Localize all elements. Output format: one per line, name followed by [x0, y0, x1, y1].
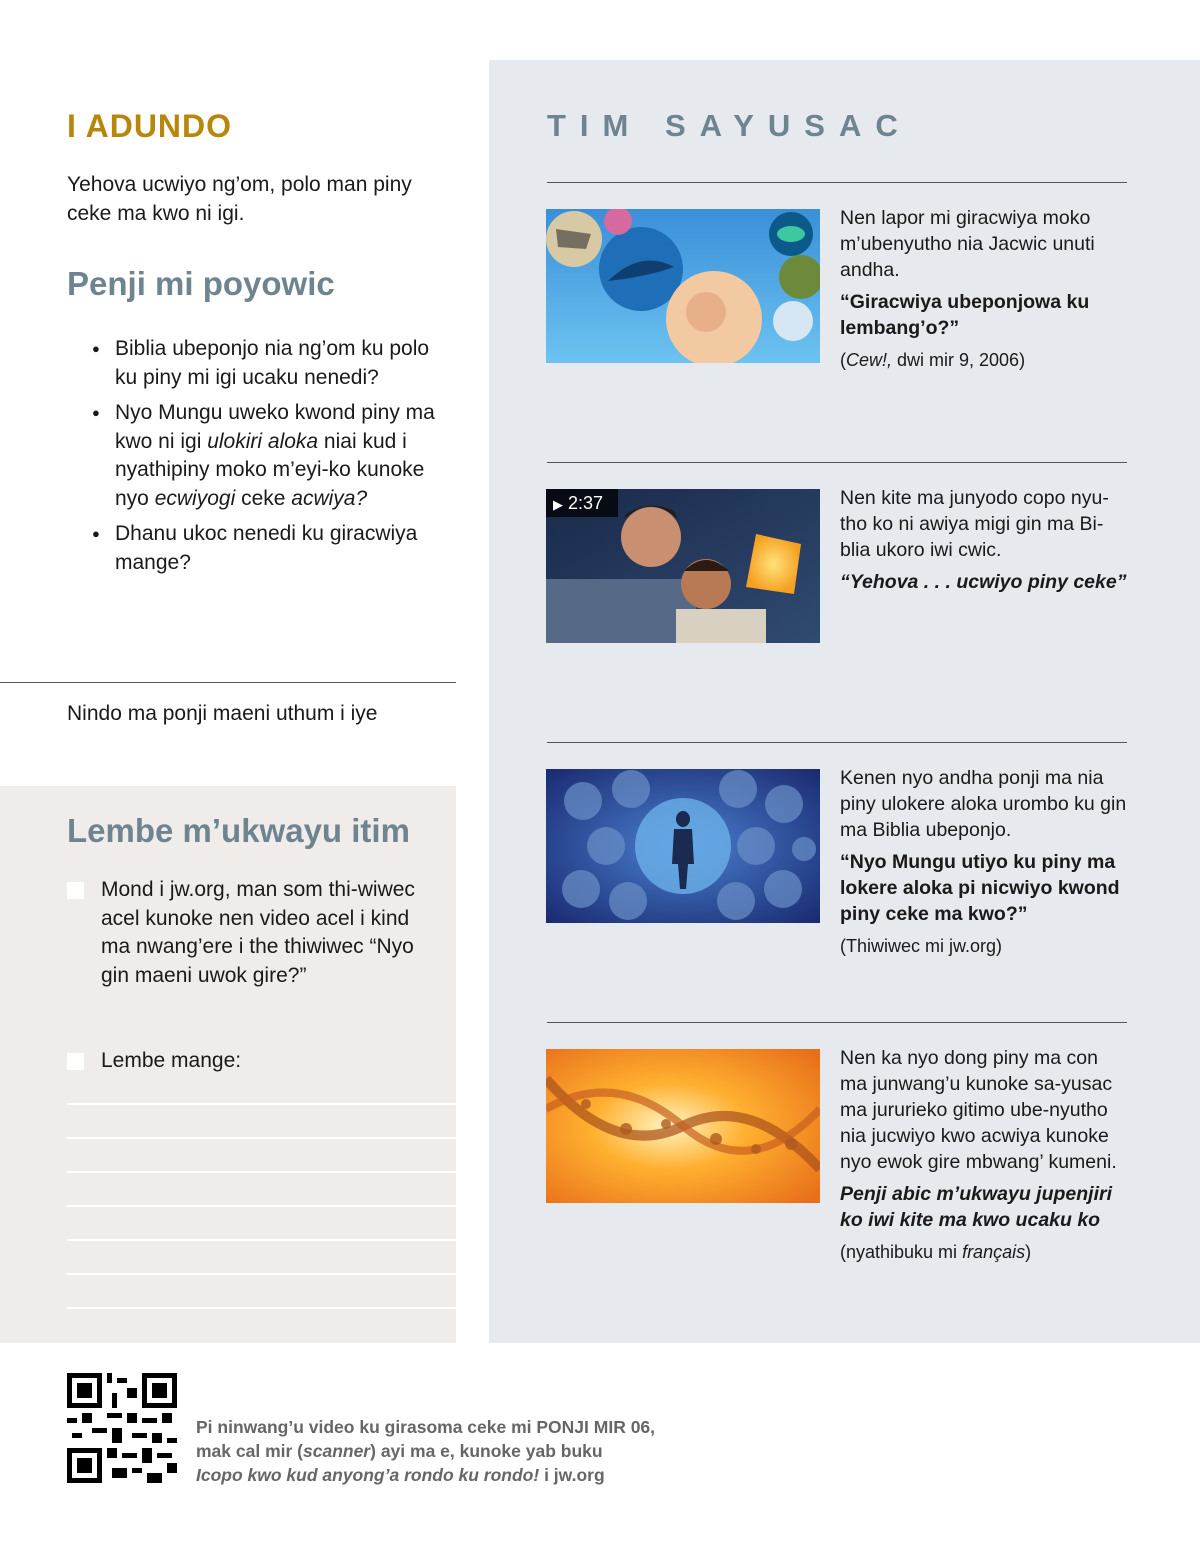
- write-line[interactable]: [67, 1239, 456, 1241]
- resource-item: [840, 205, 1130, 379]
- resource-item: [840, 485, 1130, 601]
- footer-line: mak cal mir (scanner) ayi ma e, kunoke yab buku: [196, 1441, 603, 1461]
- qr-code-graphic: [67, 1373, 177, 1483]
- divider: [0, 682, 456, 683]
- action-box: [0, 786, 456, 1343]
- human-animals-illustration: [546, 769, 820, 923]
- creation-collage-illustration: [546, 209, 820, 363]
- checklist-text: Lembe mange:: [101, 1049, 242, 1072]
- checklist-item: [67, 876, 427, 990]
- question-emphasis: acwiya?: [291, 486, 368, 510]
- video-duration-badge: [546, 489, 618, 517]
- question-text: ceke: [235, 486, 292, 510]
- resource-description: Nen ka nyo dong piny ma con ma junwang’u kunoke sa-yusac ma jururieko gitimo ube-nyutho nia jucwiyo kwo acwiya kunoke nyo ewok gire mbwang’ kumeni.: [840, 1047, 1117, 1173]
- dna-image[interactable]: [546, 1049, 820, 1203]
- completion-date-label: Nindo ma ponji maeni uthum i iye: [67, 702, 378, 725]
- question-text: Biblia ubeponjo nia ng’om ku polo ku piny mi igi ucaku nenedi?: [115, 337, 430, 389]
- footer-text: [196, 1415, 655, 1487]
- resource-title-link[interactable]: Penji abic m’ukwayu jupenjiri ko iwi kite ma kwo ucaku ko: [840, 1183, 1112, 1231]
- list-item: [92, 520, 457, 577]
- resource-source: (nyathibuku mi français): [840, 1242, 1032, 1262]
- question-emphasis: ecwiyogi: [154, 486, 236, 510]
- divider: [547, 462, 1127, 463]
- question-text: Nyo Mungu uweko kwond piny ma kwo ni igi: [115, 401, 435, 453]
- question-text: niai kud i nyathipiny moko m’eyi-ko kunoke nyo: [115, 429, 425, 510]
- explore-panel: [489, 60, 1200, 1343]
- play-icon: ▶: [553, 497, 563, 512]
- footer-line: Icopo kwo kud anyong’a rondo ku rondo! i jw.org: [196, 1465, 605, 1485]
- resource-source: (Thiwiwec mi jw.org): [840, 936, 1003, 956]
- write-line[interactable]: [67, 1103, 456, 1105]
- write-line[interactable]: [67, 1137, 456, 1139]
- resource-title-link[interactable]: “Giracwiya ubeponjowa ku lembang’o?”: [840, 291, 1090, 339]
- questions-heading: Penji mi poyowic: [67, 265, 335, 302]
- write-line[interactable]: [67, 1273, 456, 1275]
- divider: [547, 742, 1127, 743]
- dna-strand-illustration: [546, 1049, 820, 1203]
- resource-description: Kenen nyo andha ponji ma nia piny ulokere aloka urombo ku gin ma Biblia ubeponjo.: [840, 767, 1127, 841]
- list-item: [92, 399, 457, 513]
- divider: [547, 182, 1127, 183]
- resource-item: [840, 1045, 1130, 1271]
- question-emphasis: ulokiri aloka: [207, 429, 319, 453]
- video-duration: 2:37: [568, 493, 604, 513]
- adundo-text: Yehova ucwiyo ng’om, polo man piny ceke ma kwo ni igi.: [67, 173, 412, 225]
- creation-collage-image[interactable]: [546, 209, 820, 363]
- resource-title-link[interactable]: “Yehova . . . ucwiyo piny ceke”: [840, 571, 1127, 593]
- action-heading: Lembe m’ukwayu itim: [67, 812, 410, 849]
- footer-link[interactable]: i jw.org: [539, 1465, 605, 1485]
- qr-code[interactable]: [67, 1373, 177, 1483]
- list-item: [92, 335, 457, 392]
- resource-source: (Cew!, dwi mir 9, 2006): [840, 350, 1026, 370]
- video-thumbnail[interactable]: [546, 489, 820, 643]
- write-line[interactable]: [67, 1307, 456, 1309]
- checklist-item: [67, 1047, 427, 1076]
- evolution-circle-image[interactable]: [546, 769, 820, 923]
- resource-item: [840, 765, 1130, 965]
- write-line[interactable]: [67, 1205, 456, 1207]
- section-title-adundo: I ADUNDO: [67, 108, 233, 144]
- divider: [547, 1022, 1127, 1023]
- resource-description: Nen kite ma junyodo copo nyu-tho ko ni awiya migi gin ma Bi-blia ukoro iwi cwic.: [840, 487, 1109, 561]
- checkbox[interactable]: [67, 1053, 84, 1070]
- footer-line: Pi ninwang’u video ku girasoma ceke mi PONJI MIR 06,: [196, 1417, 656, 1437]
- question-list: [92, 335, 457, 584]
- question-text: Dhanu ukoc nenedi ku giracwiya mange?: [115, 522, 418, 574]
- checkbox[interactable]: [67, 882, 84, 899]
- write-line[interactable]: [67, 1171, 456, 1173]
- resource-description: Nen lapor mi giracwiya moko m’ubenyutho nia Jacwic unuti andha.: [840, 207, 1095, 281]
- explore-heading: TIM SAYUSAC: [547, 108, 912, 143]
- resource-title-link[interactable]: “Nyo Mungu utiyo ku piny ma lokere aloka pi nicwiyo kwond piny ceke ma kwo?”: [840, 851, 1120, 925]
- checklist-text: Mond i jw.org, man som thi-wiwec acel kunoke nen video acel i kind ma nwang’ere i the thiwiwec “Nyo gin maeni uwok gire?”: [101, 878, 415, 987]
